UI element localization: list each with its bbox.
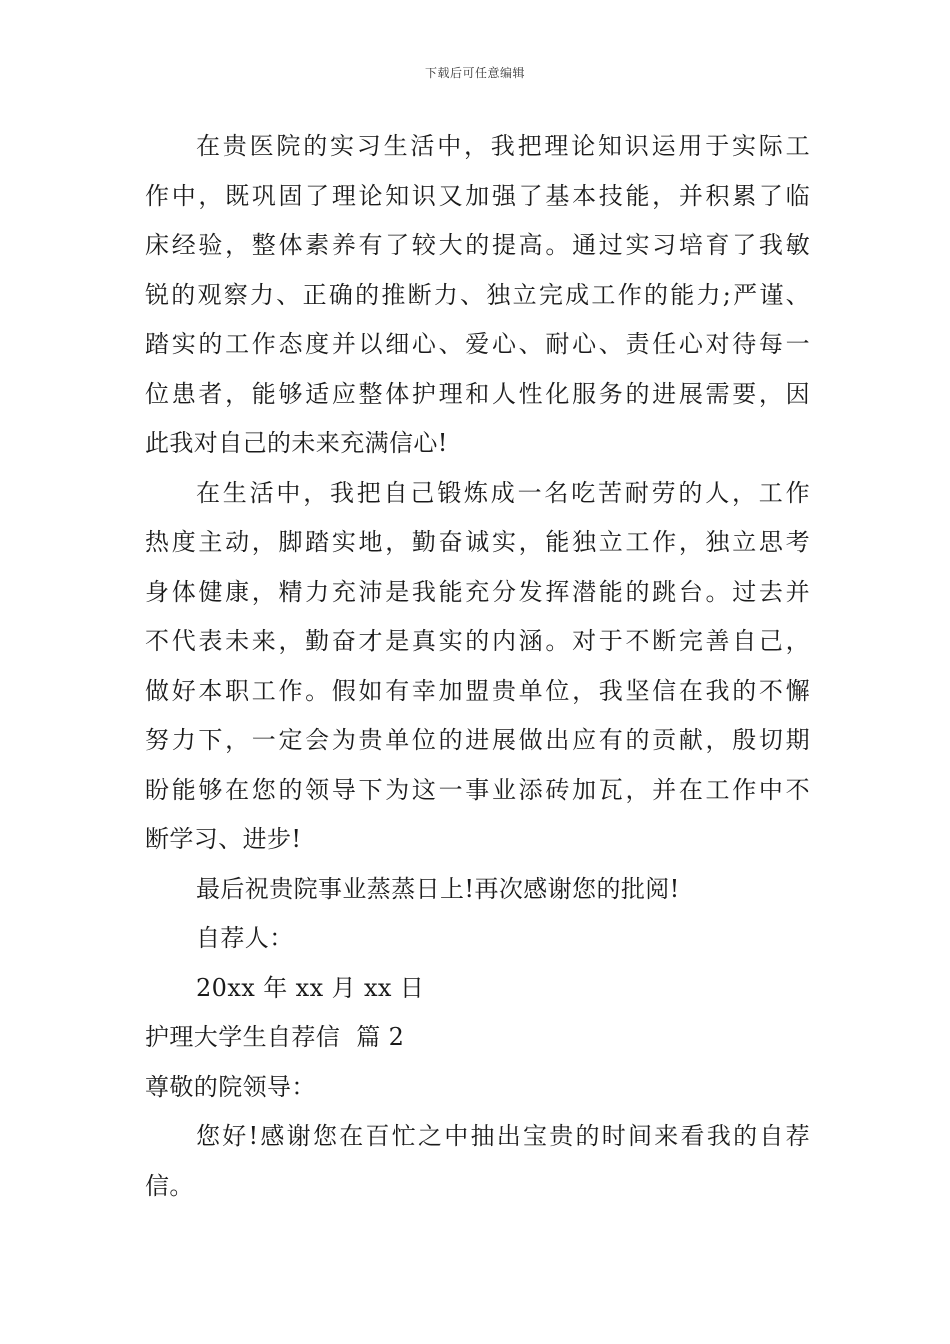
salutation: 尊敬的院领导： <box>145 1072 316 1101</box>
text-line: 断学习、进步! <box>145 825 302 853</box>
text-line: 不代表未来，勤奋才是真实的内涵。对于不断完善自己， <box>145 627 810 655</box>
text-line: 在生活中，我把自己锻炼成一名吃苦耐劳的人，工作 <box>196 478 810 507</box>
text-line: 在贵医院的实习生活中，我把理论知识运用于实际工 <box>196 132 810 160</box>
text-line: 锐的观察力、正确的推断力、独立完成工作的能力;严谨、 <box>145 280 810 309</box>
document-body <box>145 122 810 1211</box>
text-line: 位患者，能够适应整体护理和人性化服务的进展需要，因 <box>145 379 810 408</box>
text-line: 身体健康，精力充沛是我能充分发挥潜能的跳台。过去并 <box>145 577 810 606</box>
page-header-note: 下载后可任意编辑 <box>424 66 525 80</box>
text-line: 踏实的工作态度并以细心、爱心、耐心、责任心对待每一 <box>145 330 810 358</box>
text-line: 做好本职工作。假如有幸加盟贵单位，我坚信在我的不懈 <box>145 676 810 705</box>
text-line: 努力下，一定会为贵单位的进展做出应有的贡献，殷切期 <box>145 726 810 754</box>
text-line: 您好!感谢您在百忙之中抽出宝贵的时间来看我的自荐 <box>196 1122 810 1150</box>
text-line: 盼能够在您的领导下为这一事业添砖加瓦，并在工作中不 <box>145 775 810 804</box>
paragraph-greeting <box>145 1112 810 1211</box>
closing-line: 最后祝贵院事业蒸蒸日上!再次感谢您的批阅! <box>196 874 680 903</box>
text-line: 热度主动，脚踏实地，勤奋诚实，能独立工作，独立思考 <box>145 528 810 556</box>
text-line: 床经验，整体素养有了较大的提高。通过实习培育了我敏 <box>145 231 810 259</box>
text-line: 信。 <box>145 1171 194 1200</box>
signature-label: 自荐人： <box>196 924 294 952</box>
paragraph-internship <box>145 122 810 469</box>
text-line: 作中，既巩固了理论知识又加强了基本技能，并积累了临 <box>145 181 810 210</box>
text-line: 此我对自己的未来充满信心! <box>145 429 448 457</box>
date-line: 20xx 年 xx 月 xx 日 <box>196 973 425 1002</box>
section-title: 护理大学生自荐信 篇 2 <box>145 1023 405 1051</box>
paragraph-life <box>145 469 810 865</box>
